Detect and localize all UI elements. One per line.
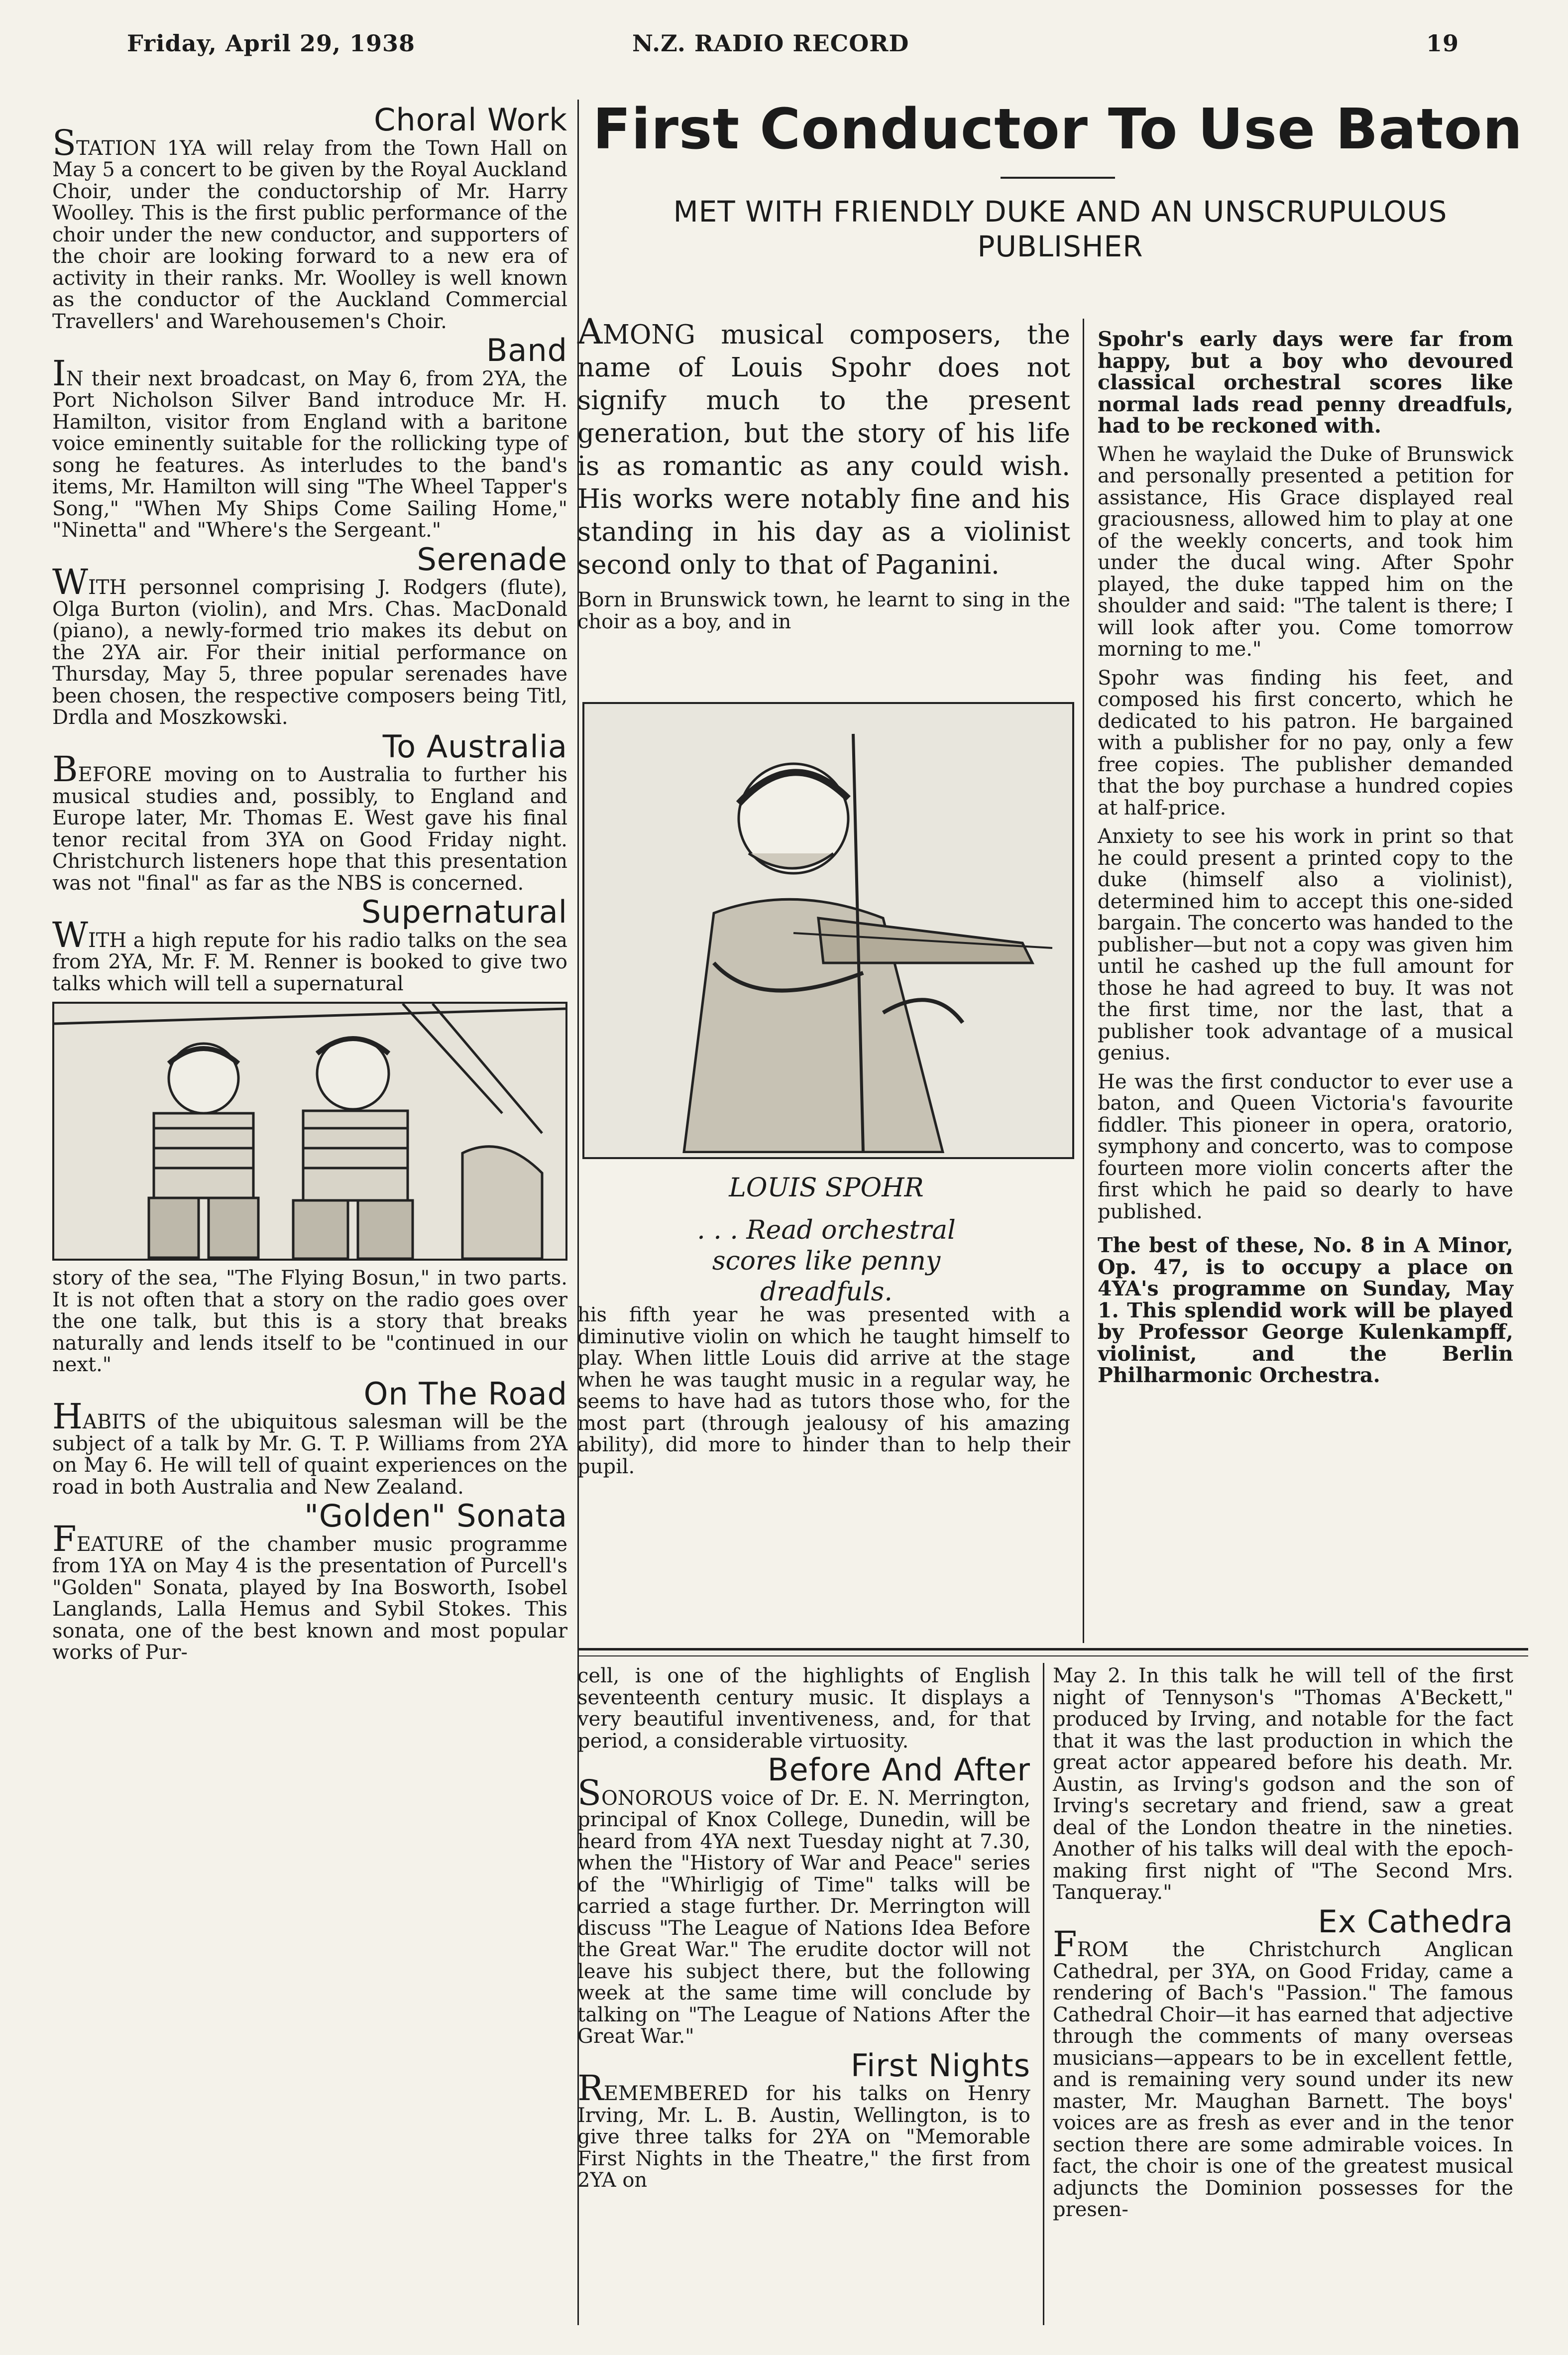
choral-heading: Choral Work bbox=[374, 102, 567, 138]
ex-body: FROM the Christchurch Anglican Cathedral, per 3YA, on Good Friday, came a rendering of Bach's "Passion." The famous Cathedral Choir—it has earned that adjective through the comments of many overseas musicians—appears to be in excellent fettle, and is remaining very sound under its new master, Mr. Maughan Barnett. The boys' voices are as fresh as ever and in the tenor section there are some admirable voices. In fact, the choir is one of the greatest musical adjuncts the Dominion possesses for the presen- bbox=[1053, 1924, 1513, 2221]
feature-right-p4: He was the first conductor to ever use a baton, and Queen Victoria's favourite fiddler. This pioneer in opera, oratorio, symphony and concerto, was to compose fourteen more violin concerts after the first which he paid so dearly to have published. bbox=[1098, 1070, 1513, 1223]
sailors-illustration bbox=[52, 1002, 567, 1261]
before-body: SONOROUS voice of Dr. E. N. Merrington, principal of Knox College, Dunedin, will be heard from 4YA next Tuesday night at 7.30, when the "History of War and Peace" series of the "Whirligig of Time" talks will be carried a stage further. Dr. Merrington will discuss "The League of Nations Idea Before the Great War." The erudite doctor will not leave his subject there, but the following week at the same time will conclude by talking on "The League of Nations After the Great War." bbox=[577, 1772, 1030, 2048]
supernatural-body-bottom: story of the sea, "The Flying Bosun," in two parts. It is not often that a story on the radio goes over the one talk, but this is a story that breaks naturally and lends itself to be "continued in our next." bbox=[52, 1267, 567, 1376]
band-heading: Band bbox=[486, 332, 567, 368]
lower-middle-column bbox=[577, 1665, 1030, 2199]
spohr-caption-quote: . . . Read orchestral scores like penny dreadfuls. bbox=[697, 1215, 956, 1307]
band-body: IN their next broadcast, on May 6, from 2YA, the Port Nicholson Silver Band introduce Mr. H. Hamilton, visitor from England with a baritone voice eminently suitable for the rollicking type of song he features. As interludes to the band's items, Mr. Hamilton will sing "The Wheel Tapper's Song," "When My Ships Come Sailing Home," "Ninetta" and "Where's the Sergeant." bbox=[52, 353, 567, 542]
header-date: Friday, April 29, 1938 bbox=[127, 30, 416, 57]
supernatural-body-top: WITH a high repute for his radio talks on the sea from 2YA, Mr. F. M. Renner is booked to give two talks which will tell a supernatural bbox=[52, 914, 567, 995]
left-column bbox=[52, 102, 567, 1671]
column-rule-feature bbox=[1083, 319, 1084, 1643]
spohr-caption-name: LOUIS SPOHR bbox=[729, 1173, 924, 1203]
road-heading: On The Road bbox=[363, 1375, 567, 1412]
before-heading: Before And After bbox=[767, 1752, 1030, 1788]
australia-heading: To Australia bbox=[382, 728, 567, 765]
feature-right-p2: Spohr was finding his feet, and composed his first concerto, which he dedicated to his patron. He bargained with a publisher for no pay, only a few free copies. The publisher demanded that the boy purchase a hundred copies at half-price. bbox=[1098, 666, 1513, 820]
lower-right-column bbox=[1053, 1665, 1513, 2228]
nights-body: REMEMBERED for his talks on Henry Irving, Mr. L. B. Austin, Wellington, is to give three talks for 2YA on "Memorable First Nights in the Theatre," the first from 2YA on bbox=[577, 2068, 1030, 2192]
feature-right-bold: Spohr's early days were far from happy, but a boy who devoured classical orchestral scores like normal lads read penny dreadfuls, had to be reckoned with. bbox=[1098, 327, 1513, 438]
ex-heading: Ex Cathedra bbox=[1318, 1903, 1513, 1940]
serenade-body: WITH personnel comprising J. Rodgers (flute), Olga Burton (violin), and Mrs. Chas. MacDonald (piano), a newly-formed trio makes its debut on the 2YA air. For their initial performance on Thursday, May 5, three popular serenades have been chosen, the respective composers being Titl, Drdla and Moszkowski. bbox=[52, 562, 567, 729]
feature-right-bold-end: The best of these, No. 8 in A Minor, Op. 47, is to occupy a place on 4YA's programme on Sunday, May 1. This splendid work will be played by Professor George Kulenkampff, violinist, and the Berlin Philharmonic Orchestra. bbox=[1098, 1233, 1513, 1387]
nights-heading: First Nights bbox=[850, 2047, 1030, 2084]
golden-body: FEATURE of the chamber music programme from 1YA on May 4 is the presentation of Purcell's "Golden" Sonata, played by Ina Bosworth, Isobel Langlands, Lalla Hemus and Sybil Stokes. This sonata, one of the best known and most popular works of Pur- bbox=[52, 1518, 567, 1664]
feature-bottom-rule-1 bbox=[577, 1648, 1528, 1650]
golden-heading: "Golden" Sonata bbox=[304, 1498, 567, 1534]
spohr-portrait bbox=[582, 702, 1074, 1159]
lower-right-cont: May 2. In this talk he will tell of the first night of Tennyson's "Thomas A'Beckett," produced by Irving, and notable for the fact that it was the last production in which the great actor appeared before his death. Mr. Austin, as Irving's godson and the son of Irving's secretary and friend, saw a great deal of the London theatre in the nineties. Another of his talks will deal with the epoch-making first night of "The Second Mrs. Tanqueray." bbox=[1053, 1664, 1513, 1904]
road-body: HABITS of the ubiquitous salesman will be the subject of a talk by Mr. G. T. P. Williams from 2YA on May 6. He will tell of quaint experiences on the road in both Australia and New Zealand. bbox=[52, 1396, 567, 1499]
supernatural-heading: Supernatural bbox=[361, 894, 567, 930]
title-underline bbox=[1001, 177, 1115, 179]
australia-body: BEFORE moving on to Australia to further his musical studies and, possibly, to England and Europe later, Mr. Thomas E. West gave his final tenor recital from 3YA on Good Friday night. Christchurch listeners hope that this presentation was not "final" as far as the NBS is concerned. bbox=[52, 749, 567, 895]
feature-subtitle: MET WITH FRIENDLY DUKE AND AN UNSCRUPULOUS PUBLISHER bbox=[673, 195, 1448, 263]
choral-body: STATION 1YA will relay from the Town Hall on May 5 a concert to be given by the Royal Auckland Choir, under the conductorship of Mr. Harry Woolley. This is the first public performance of the choir under the new conductor, and supporters of the choir are looking forward to a new era of activity in their ranks. Mr. Woolley is well known as the conductor of the Auckland Commercial Travellers' and Warehousemen's Choir. bbox=[52, 122, 567, 333]
sailors-drawing bbox=[54, 1004, 565, 1259]
column-rule-lower bbox=[1043, 1663, 1044, 2325]
spohr-drawing bbox=[584, 704, 1068, 1153]
header-publication: N.Z. RADIO RECORD bbox=[632, 30, 909, 57]
feature-left-column bbox=[577, 311, 1070, 633]
page-number: 19 bbox=[1426, 30, 1459, 57]
feature-right-p3: Anxiety to see his work in print so that he could present a printed copy to the duke (himself also a violinist), determined him to accept this one-sided bargain. The concerto was handed to the publisher—but not a copy was given him until he cashed up the full amount for those he had agreed to buy. It was not the first time, nor the last, that a publisher took advantage of a musical genius. bbox=[1098, 825, 1513, 1064]
feature-right-column bbox=[1098, 329, 1513, 1394]
feature-born: Born in Brunswick town, he learnt to sing in the choir as a boy, and in bbox=[577, 589, 1070, 633]
feature-bottom-rule-2 bbox=[577, 1655, 1528, 1656]
serenade-heading: Serenade bbox=[417, 541, 567, 578]
feature-title: First Conductor To Use Baton bbox=[592, 97, 1523, 162]
feature-intro: AMONG musical composers, the name of Louis Spohr does not signify much to the present generation, but the story of his life is as romantic as any could wish. His works were notably fine and his standing in his day as a violinist second only to that of Paganini. bbox=[577, 311, 1070, 580]
feature-right-p1: When he waylaid the Duke of Brunswick and personally presented a petition for assistance, His Grace displayed real graciousness, allowed him to play at one of the weekly concerts, and took him under the ducal wing. After Spohr played, the duke tapped him on the shoulder and said: "The talent is there; I will look after you. Come tomorrow morning to me." bbox=[1098, 443, 1513, 661]
lower-middle-cont: cell, is one of the highlights of English seventeenth century music. It displays a very beautiful inventiveness, and, for that period, a considerable virtuosity. bbox=[577, 1664, 1030, 1753]
feature-continued: his fifth year he was presented with a diminutive violin on which he taught himself to play. When little Louis did arrive at the stage when he was taught music in a regular way, he seems to have had as tutors those who, for the most part (through jealousy of his amazing ability), did more to hinder than to help their pupil. bbox=[577, 1303, 1070, 1478]
